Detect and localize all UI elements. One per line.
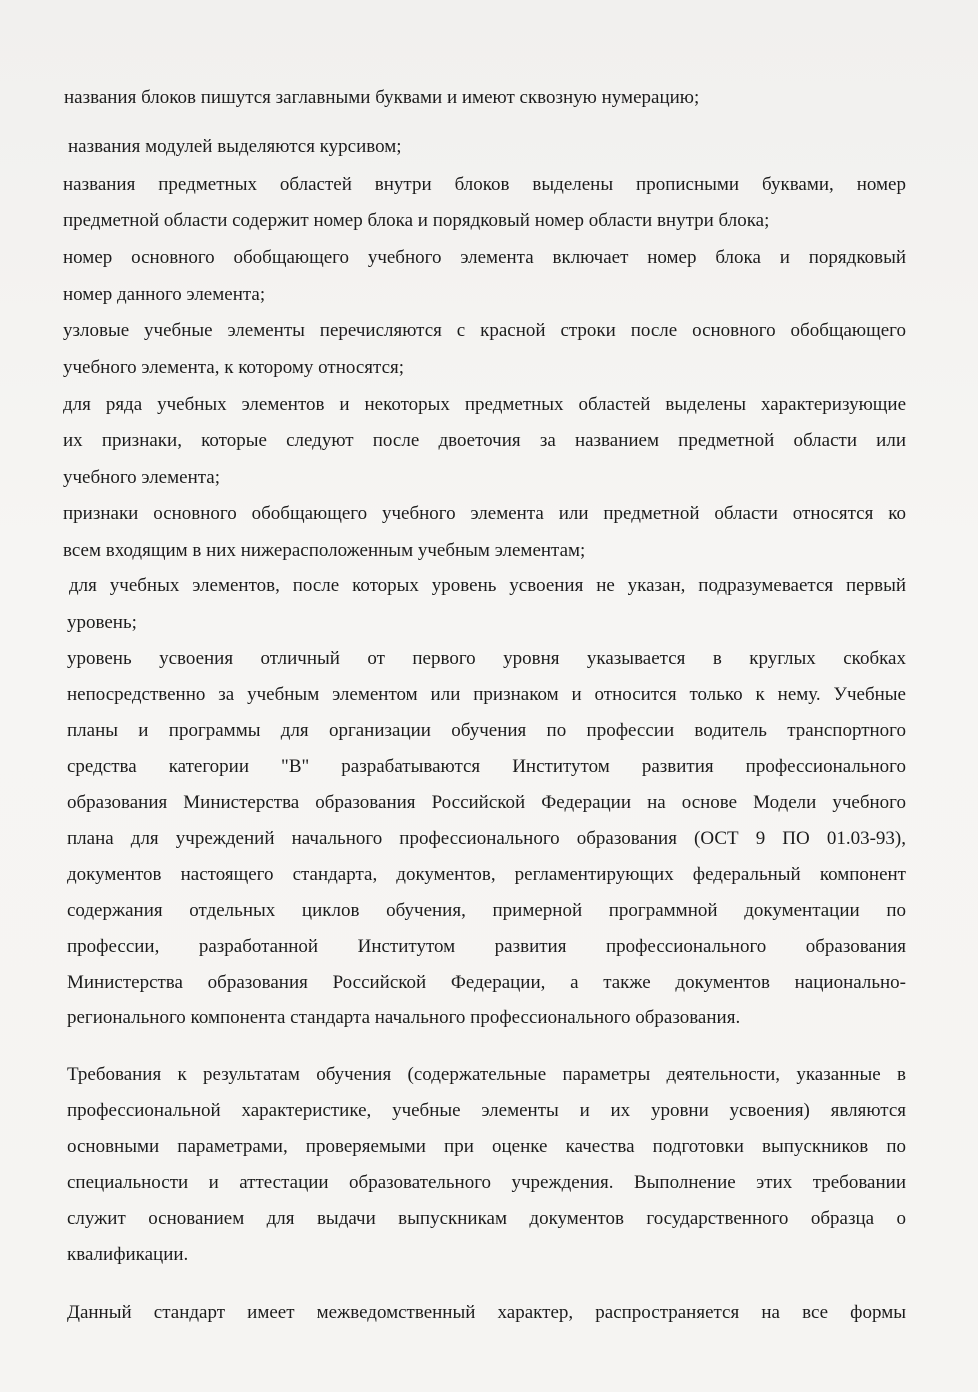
text-line: непосредственно за учебным элементом или признаком и относится только к нему. Учебные <box>67 684 906 705</box>
text-line: профессии, разработанной Институтом развития профессионального образования <box>67 936 906 957</box>
text-line: профессиональной характеристике, учебные элементы и их уровни усвоения) являются <box>67 1100 906 1121</box>
text-line: учебного элемента; <box>63 467 220 488</box>
text-line: названия блоков пишутся заглавными буквами и имеют сквозную нумерацию; <box>64 87 700 108</box>
text-line: для учебных элементов, после которых уровень усвоения не указан, подразумевается первый <box>69 575 906 596</box>
text-line: признаки основного обобщающего учебного элемента или предметной области относятся ко <box>63 503 906 524</box>
text-line: для ряда учебных элементов и некоторых предметных областей выделены характеризующие <box>63 394 906 415</box>
text-line: содержания отдельных циклов обучения, примерной программной документации по <box>67 900 906 921</box>
text-line: основными параметрами, проверяемыми при оценке качества подготовки выпускников по <box>67 1136 906 1157</box>
text-line: Данный стандарт имеет межведомственный характер, распространяется на все формы <box>67 1302 906 1323</box>
text-line: предметной области содержит номер блока и порядковый номер области внутри блока; <box>63 210 770 231</box>
text-line: их признаки, которые следуют после двоеточия за названием предметной области или <box>63 430 906 451</box>
text-line: плана для учреждений начального профессионального образования (ОСТ 9 ПО 01.03-93), <box>67 828 906 849</box>
text-line: специальности и аттестации образовательного учреждения. Выполнение этих требовании <box>67 1172 906 1193</box>
text-line: Требования к результатам обучения (содержательные параметры деятельности, указанные в <box>67 1064 906 1085</box>
text-line: учебного элемента, к которому относятся; <box>63 357 405 378</box>
text-line: регионального компонента стандарта начального профессионального образования. <box>67 1007 741 1028</box>
text-line: уровень усвоения отличный от первого уровня указывается в круглых скобках <box>67 648 906 669</box>
text-line: уровень; <box>67 612 137 633</box>
text-line: номер основного обобщающего учебного элемента включает номер блока и порядковый <box>63 247 906 268</box>
text-line: названия модулей выделяются курсивом; <box>68 136 402 157</box>
text-line: номер данного элемента; <box>63 284 266 305</box>
text-line: документов настоящего стандарта, документов, регламентирующих федеральный компонент <box>67 864 906 885</box>
text-line: служит основанием для выдачи выпускникам документов государственного образца о <box>67 1208 906 1229</box>
text-line: названия предметных областей внутри блоков выделены прописными буквами, номер <box>63 174 906 195</box>
text-line: узловые учебные элементы перечисляются с красной строки после основного обобщающего <box>63 320 906 341</box>
text-line: планы и программы для организации обучения по профессии водитель транспортного <box>67 720 906 741</box>
text-line: образования Министерства образования Российской Федерации на основе Модели учебного <box>67 792 906 813</box>
text-line: Министерства образования Российской Федерации, а также документов национально- <box>67 972 906 993</box>
text-line: квалификации. <box>67 1244 189 1265</box>
text-line: всем входящим в них нижерасположенным учебным элементам; <box>63 540 586 561</box>
text-line: средства категории "В" разрабатываются Институтом развития профессионального <box>67 756 906 777</box>
